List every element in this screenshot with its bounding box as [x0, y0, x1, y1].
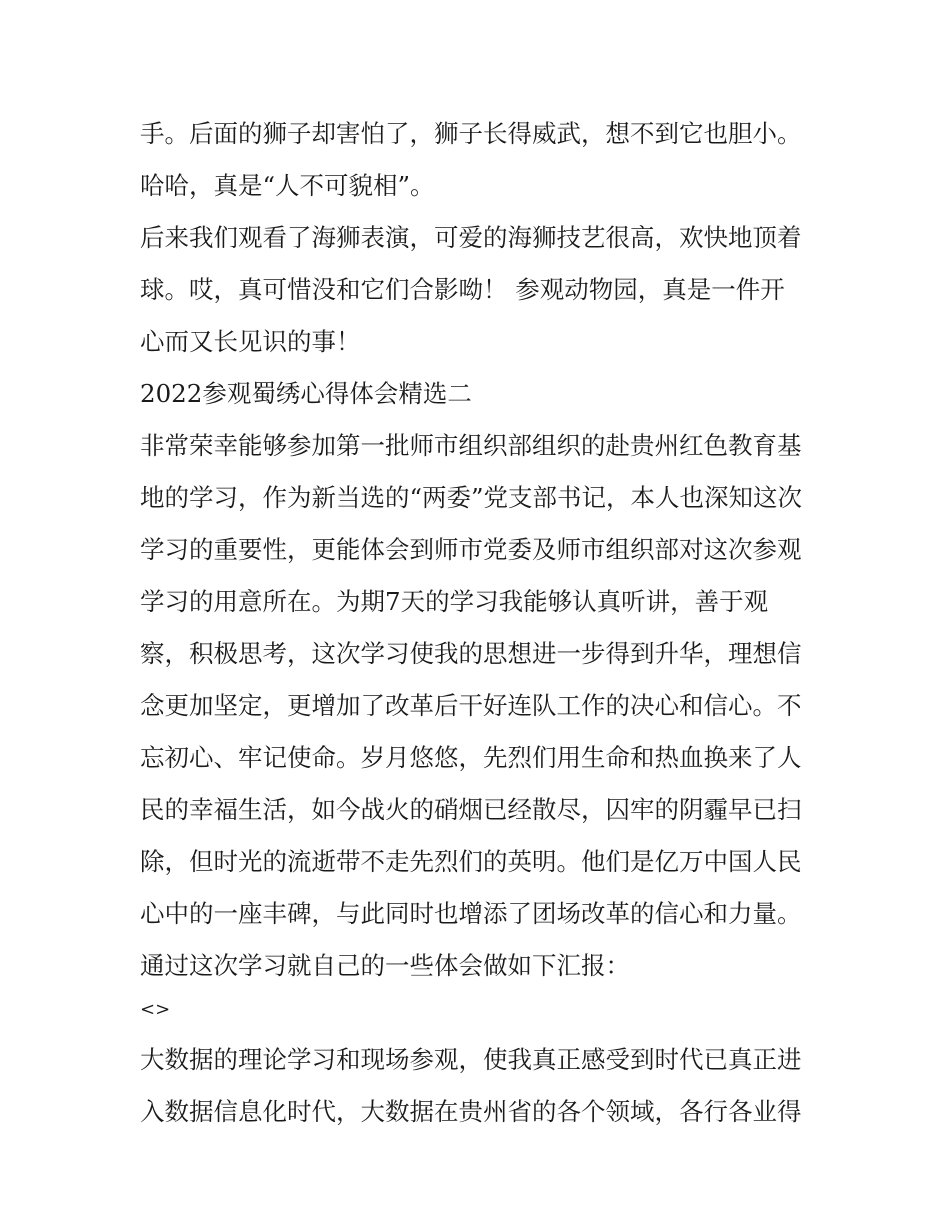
text-line: 非常荣幸能够参加第一批师市组织部组织的赴贵州红色教育基: [140, 431, 802, 460]
text-line: 地的学习，作为新当选的“两委”党支部书记，本人也深知这次: [140, 483, 803, 512]
text-line: 通过这次学习就自己的一些体会做如下汇报：: [140, 951, 630, 980]
text-line: 忘初心、牢记使命。岁月悠悠，先烈们用生命和热血换来了人: [140, 743, 802, 772]
text-line: 心中的一座丰碑，与此同时也增添了团场改革的信心和力量。: [140, 899, 802, 928]
document-body: [140, 108, 820, 1138]
section-heading: 2022参观蜀绣心得体会精选二: [140, 379, 472, 408]
text-line: 哈哈，真是“人不可貌相”。: [140, 171, 435, 200]
text-line: 后来我们观看了海狮表演，可爱的海狮技艺很高，欢快地顶着: [140, 223, 802, 252]
text-line: 大数据的理论学习和现场参观，使我真正感受到时代已真正进: [140, 1045, 802, 1074]
text-line: 念更加坚定，更增加了改革后干好连队工作的决心和信心。不: [140, 691, 802, 720]
text-line: 学习的用意所在。为期7天的学习我能够认真听讲，善于观: [140, 587, 769, 616]
text-line: 学习的重要性，更能体会到师市党委及师市组织部对这次参观: [140, 535, 802, 564]
text-line: 入数据信息化时代，大数据在贵州省的各个领域，各行各业得: [140, 1097, 802, 1126]
text-line: 民的幸福生活，如今战火的硝烟已经散尽，囚牢的阴霾早已扫: [140, 795, 802, 824]
text-line: 球。哎，真可惜没和它们合影呦！ 参观动物园，真是一件开: [140, 275, 785, 304]
text-line: 心而又长见识的事！: [140, 327, 361, 356]
text-line: 察，积极思考，这次学习使我的思想进一步得到升华，理想信: [140, 639, 802, 668]
text-line: 除，但时光的流逝带不走先烈们的英明。他们是亿万中国人民: [140, 847, 802, 876]
text-line: 手。后面的狮子却害怕了，狮子长得威武，想不到它也胆小。: [140, 119, 802, 148]
placeholder-marker: <>: [140, 999, 171, 1020]
